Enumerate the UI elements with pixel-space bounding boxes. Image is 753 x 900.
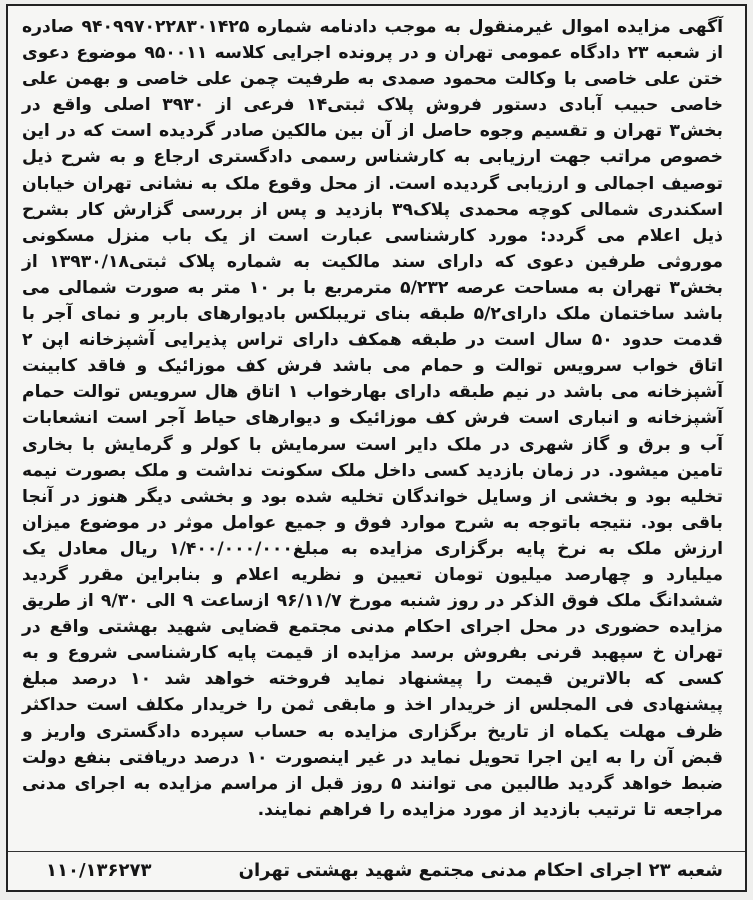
notice-page (6, 4, 747, 892)
footer-code: ۱۱۰/۱۳۶۲۷۳ (46, 860, 152, 881)
notice-footer (8, 851, 745, 890)
footer-issuer: شعبه ۲۳ اجرای احکام مدنی مجتمع شهید بهشتی تهران (238, 860, 723, 881)
notice-body-text: آگهی مزایده اموال غیرمنقول به موجب دادنامه شماره ۹۴۰۹۹۷۰۲۲۸۳۰۱۴۲۵ صادره از شعبه ۲۳ دادگاه عمومی تهران و در پرونده اجرایی کلاسه ۹۵۰۰۱۱ موضوع دعوی ختن علی خاصی با وکالت محمود صمدی به طرفیت چمن علی خاصی و بهمن علی خاصی حبیب آبادی دستور فروش پلاک ثبتی۱۴ فرعی از ۳۹۳۰ اصلی واقع در بخش۳ تهران و تقسیم وجوه حاصل از آن بین مالکین صادر گردیده است که در این خصوص مراتب جهت ارزیابی به کارشناس رسمی دادگستری ارجاع و به شرح ذیل توصیف اجمالی و ارزیابی گردیده است. از محل وقوع ملک به نشانی تهران خیابان اسکندری شمالی کوچه محمدی پلاک۳۹ بازدید و پس از بررسی گزارش کار بشرح ذیل اعلام می گردد: مورد کارشناسی عبارت است از یک باب منزل مسکونی موروثی طرفین دعوی که دارای سند مالکیت به شماره پلاک ثبتی۱۳۹۳۰/۱۸ از بخش۳ تهران به مساحت عرصه ۵/۲۳۲ مترمربع با بر ۱۰ متر به صورت شمالی می باشد ساختمان ملک دارای۵/۲ طبقه بنای تریبلکس بادیوارهای باربر و نمای آجر با قدمت حدود ۵۰ سال است در طبقه همکف دارای تراس پذیرایی آشپزخانه اپن ۲ اتاق خواب سرویس توالت و حمام می باشد فرش کف موزائیک و فاقد کابینت آشپزخانه می باشد در نیم طبقه دارای بهارخواب ۱ اتاق هال سرویس توالت حمام آشپزخانه و انباری است فرش کف موزائیک و دیوارهای حیاط آجر است انشعابات آب و برق و گاز شهری در ملک دایر است سرمایش با کولر و گرمایش با بخاری تامین میشود. در زمان بازدید کسی داخل ملک سکونت نداشت و ملک بصورت نیمه تخلیه بود و بخشی از وسایل خواندگان تخلیه شده بود و بخشی دیگر هنوز در آنجا باقی بود. نتیجه باتوجه به شرح موارد فوق و جمیع عوامل موثر در موضوع میزان ارزش ملک به نرخ پایه برگزاری مزایده به مبلغ۱/۴۰۰/۰۰۰/۰۰۰ ریال معادل یک میلیارد و چهارصد میلیون تومان تعیین و نظریه اعلام و بنابراین مقرر گردید ششدانگ ملک فوق الذکر در روز شنبه مورخ ۹۶/۱۱/۷ ازساعت ۹ الی ۹/۳۰ از طریق مزایده حضوری در محل اجرای احکام مدنی مجتمع قضایی شهید بهشتی واقع در تهران خ سپهبد قرنی بفروش برسد مزایده از قیمت پایه کارشناسی شروع و به کسی که بالاترین قیمت را پیشنهاد نماید فروخته خواهد شد ۱۰ درصد مبلغ پیشنهادی فی المجلس از خریدار اخذ و مابقی ثمن را خریدار مکلف است حداکثر ظرف مهلت یکماه از تاریخ برگزاری مزایده به حساب سپرده دادگستری واریز و قبض آن را به این اجرا تحویل نماید در غیر اینصورت ۱۰ درصد دریافتی بنفع دولت ضبط خواهد گردید طالبین می توانند ۵ روز قبل از مراسم مزایده به اجرای مدنی مراجعه تا ترتیب بازدید از مورد مزایده را فراهم نمایند. (22, 17, 724, 820)
